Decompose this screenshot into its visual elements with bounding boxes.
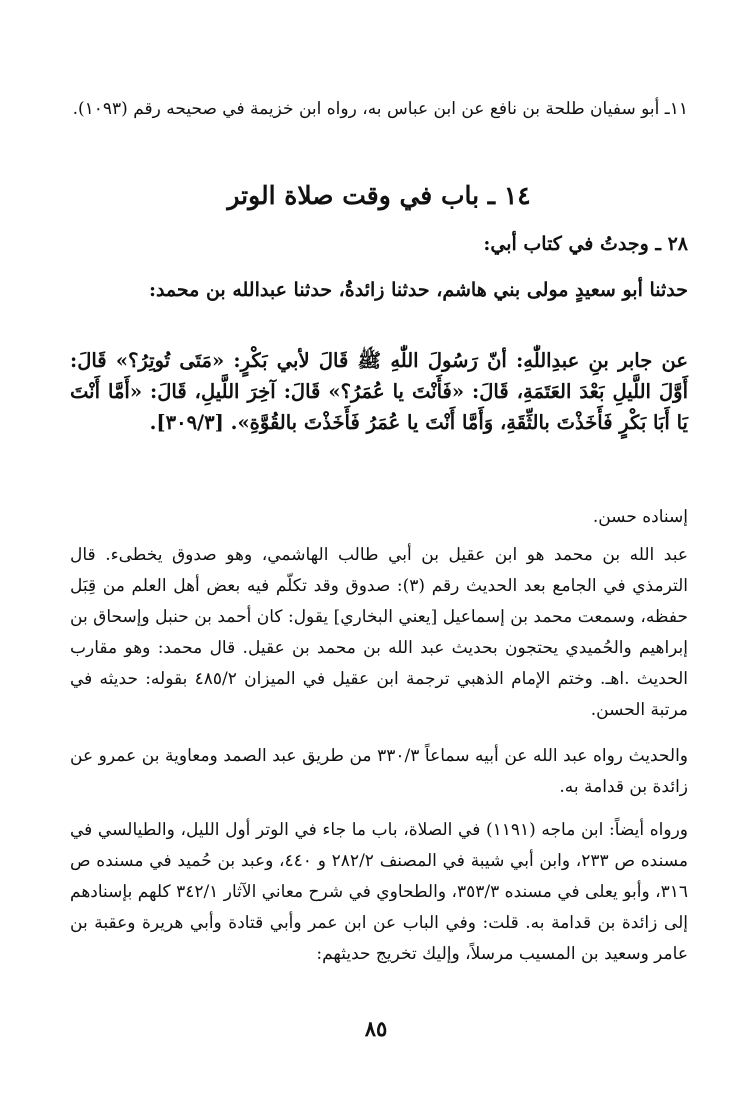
commentary-paragraph-1: عبد الله بن محمد هو ابن عقيل بن أبي طالب الهاشمي، وهو صدوق يخطىء. قال الترمذي في الجامع بعد الحديث رقم (٣): صدوق وقد تكلّم فيه بعض أهل العلم من قِبَل حفظه، وسمعت محمد بن إسماعيل [يعني البخاري] يقول: كان أحمد بن حنبل وإسحاق بن إبراهيم والحُميدي يحتجون بحديث عبد الله بن محمد بن عقيل. قال محمد: وهو مقارب الحديث .اهـ. وختم الإمام الذهبي ترجمة ابن عقيل في الميزان ٤٨٥/٢ بقوله: حديثه في مرتبة الحسن. [70, 545, 688, 720]
commentary-paragraph-3: ورواه أيضاً: ابن ماجه (١١٩١) في الصلاة، باب ما جاء في الوتر أول الليل، والطيالسي في مسنده ص ٢٣٣، وابن أبي شيبة في المصنف ٢٨٢/٢ و ٤٤٠، وعبد بن حُميد في مسنده ص ٣١٦، وأبو يعلى في مسنده ٣٥٣/٣، والطحاوي في شرح معاني الآثار ٣٤٢/١ كلهم بإسنادهم إلى زائدة بن قدامة به. قلت: وفي الباب عن ابن عمر وأبي قتادة وأبي هريرة وعقبة بن عامر وسعيد بن المسيب مرسلاً، وإليك تخريج حديثهم: [70, 820, 688, 964]
isnad-chain: حدثنا أبو سعيدٍ مولى بني هاشم، حدثنا زائدةُ، حدثنا عبدالله بن محمد: [148, 279, 688, 301]
hadith-text: عن جابر بنِ عبدِاللّٰهِ: أنّ رَسُولَ اللّٰهِ ﷺ قَالَ لأبي بَكْرٍ: «مَتَى تُوتِرُ؟» قَالَ: أَوَّلَ اللَّيلِ بَعْدَ العَتَمَةِ، قَالَ: «فَأَنْتَ يا عُمَرُ؟» قَالَ: آخِرَ اللَّيلِ، قَالَ: «أَمَّا أَنْتَ يَا أَبَا بَكْرٍ فَأَخَذْتَ بالثِّقَةِ، وَأَمَّا أَنْتَ يا عُمَرُ فَأَخَذْتَ بالقُوَّةِ». [٣٠٩/٣]. [70, 349, 688, 434]
page-number: ٨٥ [364, 1016, 388, 1041]
entry-intro: ٢٨ ـ وجدتُ في كتاب أبي: [483, 233, 688, 255]
grading-note: إسناده حسن. [592, 507, 688, 527]
commentary-paragraph-2: والحديث رواه عبد الله عن أبيه سماعاً ٣٣٠/٣ من طريق عبد الصمد ومعاوية بن عمرو عن زائدة بن قدامة به. [70, 746, 688, 797]
chapter-title: ١٤ ـ باب في وقت صلاة الوتر [227, 181, 531, 210]
footnote-11: ١١ـ أبو سفيان طلحة بن نافع عن ابن عباس به، رواه ابن خزيمة في صحيحه رقم (١٠٩٣). [72, 99, 688, 119]
